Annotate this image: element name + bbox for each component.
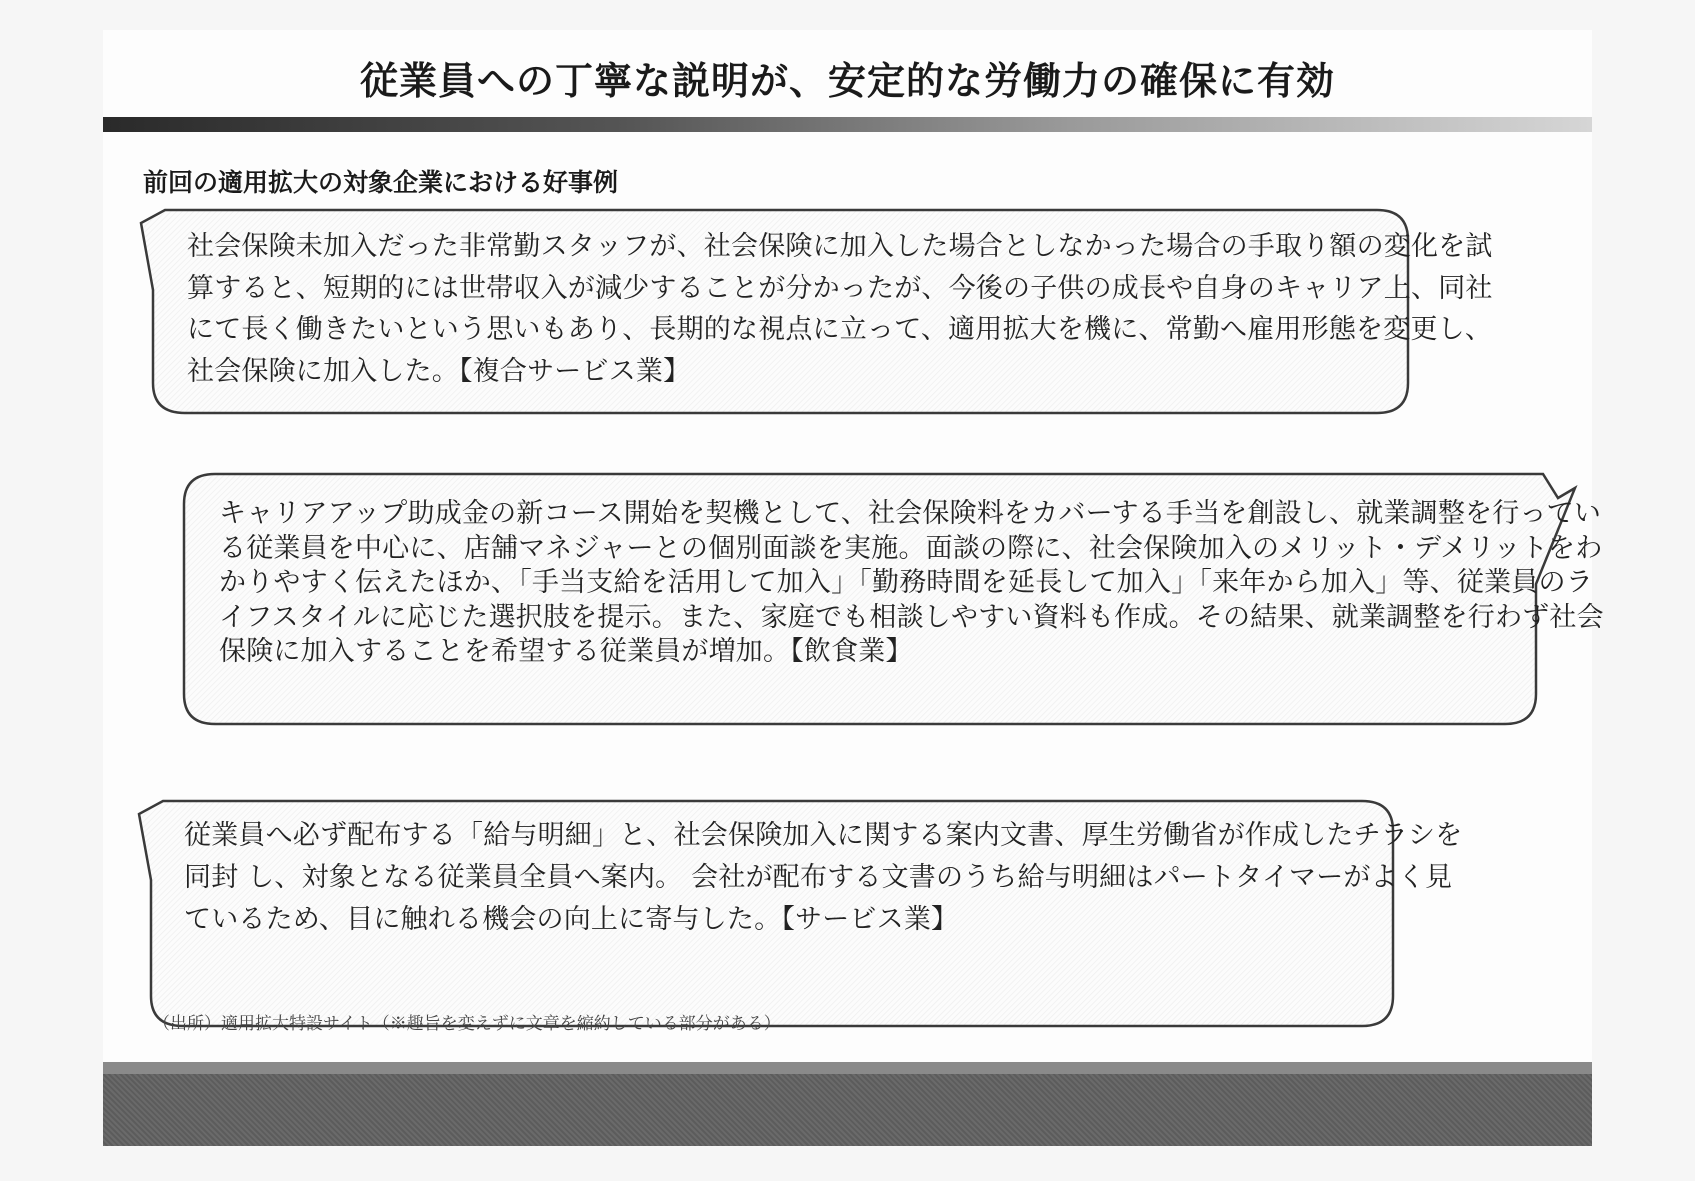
page-title: 従業員への丁寧な説明が、安定的な労働力の確保に有効 bbox=[359, 59, 1335, 103]
case-text-2: キャリアアップ助成金の新コース開始を契機として、社会保険料をカバーする手当を創設し、就業調整を行っている従業員を中心に、店舗マネジャーとの個別面談を実施。面談の際に、社会保険加入のメリット・デメリットをわかりやすく伝えたほか、「手当支給を活用して加入」「勤務時間を延長して加入」「来年から加入」等、従業員のライフスタイルに応じた選択肢を提示。また、家庭でも相談しやすい資料も作成。その結果、就業調整を行わず社会保険に加入することを希望する従業員が増加。【飲食業】 bbox=[219, 498, 1604, 667]
case-text-1: 社会保険未加入だった非常勤スタッフが、社会保険に加入した場合としなかった場合の手取り額の変化を試算すると、短期的には世帯収入が減少することが分かったが、今後の子供の成長や自身のキャリア上、同社にて長く働きたいという思いもあり、長期的な視点に立って、適用拡大を機に、常勤へ雇用形態を変更し、社会保険に加入した。【複合サービス業】 bbox=[187, 231, 1493, 387]
slide bbox=[103, 30, 1604, 1146]
footer-bar-top-stripe bbox=[103, 1062, 1592, 1074]
footer-bar bbox=[103, 1062, 1592, 1146]
case-text-3: 従業員へ必ず配布する「給与明細」と、社会保険加入に関する案内文書、厚生労働省が作成したチラシを同封 し、対象となる従業員全員へ案内。 会社が配布する文書のうち給与明細はパートタイマーがよく見ているため、目に触れる機会の向上に寄与した。【サービス業】 bbox=[184, 820, 1463, 935]
section-subtitle: 前回の適用拡大の対象企業における好事例 bbox=[143, 168, 619, 197]
source-note: （出所）適用拡大特設サイト（※趣旨を変えずに文章を縮約している部分がある） bbox=[153, 1014, 781, 1034]
